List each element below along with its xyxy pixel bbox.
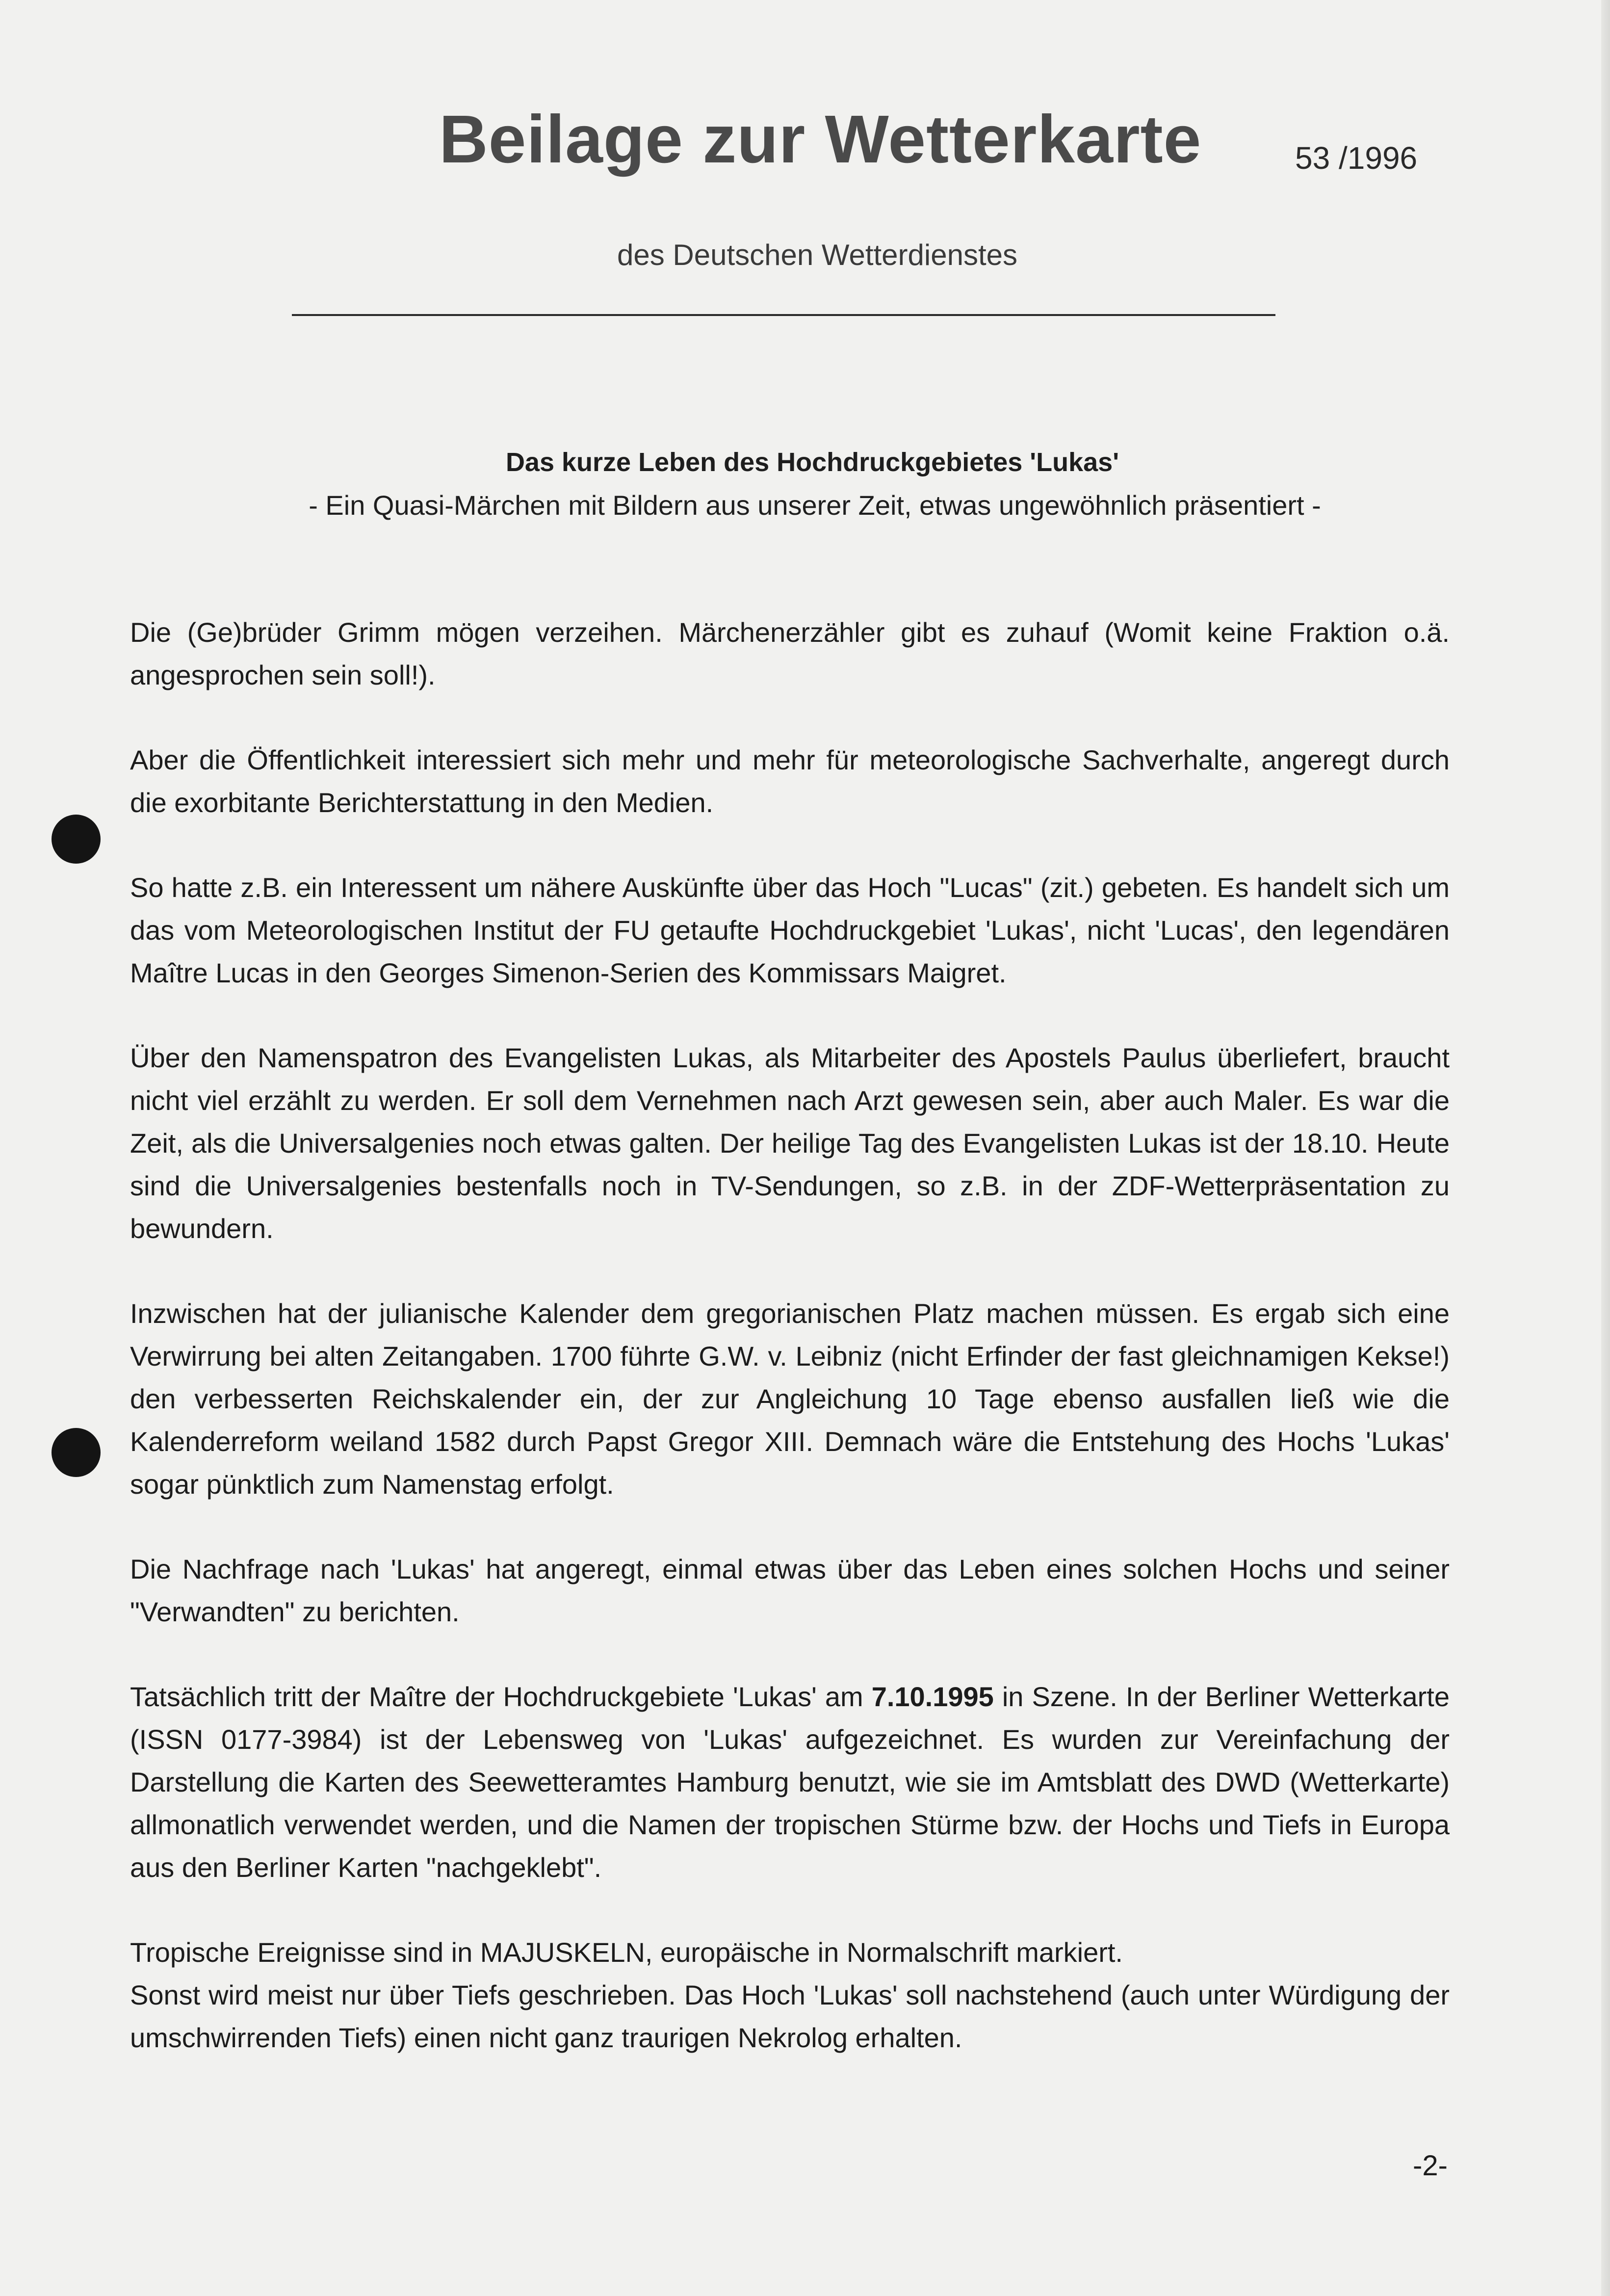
- paragraph-6: Die Nachfrage nach 'Lukas' hat angeregt, einmal etwas über das Leben eines solchen Hochs und seiner "Verwandten" zu berichten.: [130, 1554, 1450, 1627]
- paragraph-7-start: Tatsächlich tritt der Maître der Hochdruckgebiete 'Lukas' am: [130, 1681, 872, 1712]
- paragraph-1: Die (Ge)brüder Grimm mögen verzeihen. Märchenerzähler gibt es zuhauf (Womit keine Fraktion o.ä. angesprochen sein soll!).: [130, 617, 1450, 690]
- paragraph-4: Über den Namenspatron des Evangelisten Lukas, als Mitarbeiter des Apostels Paulus überliefert, braucht nicht viel erzählt zu werden. Er soll dem Vernehmen nach Arzt gewesen sein, aber auch Maler. Es war die Zeit, als die Universalgenies noch etwas galten. Der heilige Tag des Evangelisten Lukas ist der 18.10. Heute sind die Universalgenies bestenfalls noch in TV-Sendungen, so z.B. in der ZDF-Wetterpräsentation zu bewundern.: [130, 1042, 1450, 1244]
- masthead-title: Beilage zur Wetterkarte: [439, 102, 1202, 177]
- paragraph-8: Tropische Ereignisse sind in MAJUSKELN, europäische in Normalschrift markiert.: [130, 1937, 1123, 1968]
- article-subtitle: - Ein Quasi-Märchen mit Bildern aus unserer Zeit, etwas ungewöhnlich präsentiert -: [309, 490, 1321, 521]
- masthead-divider: [292, 314, 1275, 316]
- paragraph-7-end: in Szene. In der Berliner Wetterkarte (ISSN 0177-3984) ist der Lebensweg von 'Lukas' aufgezeichnet. Es wurden zur Vereinfachung der Darstellung die Karten des Seewetteramtes Hamburg benutzt, wie sie im Amtsblatt des DWD (Wetterkarte) allmonatlich verwendet werden, und die Namen der tropischen Stürme bzw. der Hochs und Tiefs in Europa aus den Berliner Karten "nachgeklebt".: [130, 1681, 1450, 1883]
- masthead-subtitle: des Deutschen Wetterdienstes: [617, 238, 1017, 271]
- issue-number: 53 /1996: [1295, 140, 1418, 176]
- paragraph-9: Sonst wird meist nur über Tiefs geschrieben. Das Hoch 'Lukas' soll nachstehend (auch unter Würdigung der umschwirrenden Tiefs) einen nicht ganz traurigen Nekrolog erhalten.: [130, 1979, 1450, 2053]
- punch-hole-top: [52, 815, 101, 864]
- article-title: Das kurze Leben des Hochdruckgebietes 'Lukas': [505, 448, 1119, 477]
- paragraph-3: So hatte z.B. ein Interessent um nähere Auskünfte über das Hoch "Lucas" (zit.) gebeten. Es handelt sich um das vom Meteorologischen Institut der FU getaufte Hochdruckgebiet 'Lukas', nicht 'Lucas', den legendären Maître Lucas in den Georges Simenon-Serien des Kommissars Maigret.: [130, 872, 1450, 988]
- paragraph-2: Aber die Öffentlichkeit interessiert sich mehr und mehr für meteorologische Sachverhalte, angeregt durch die exorbitante Berichterstattung in den Medien.: [130, 744, 1450, 818]
- article-body: [130, 611, 1450, 2101]
- page-number: -2-: [1413, 2150, 1448, 2182]
- paragraph-7: [130, 1675, 1450, 1889]
- punch-hole-bottom: [52, 1428, 101, 1477]
- page-edge: [1601, 0, 1610, 2296]
- paragraph-7-date: 7.10.1995: [871, 1681, 994, 1712]
- paragraph-5: Inzwischen hat der julianische Kalender dem gregorianischen Platz machen müssen. Es ergab sich eine Verwirrung bei alten Zeitangaben. 1700 führte G.W. v. Leibniz (nicht Erfinder der fast gleichnamigen Kekse!) den verbesserten Reichskalender ein, der zur Angleichung 10 Tage ebenso ausfallen ließ wie die Kalenderreform weiland 1582 durch Papst Gregor XIII. Demnach wäre die Entstehung des Hochs 'Lukas' sogar pünktlich zum Namenstag erfolgt.: [130, 1298, 1450, 1500]
